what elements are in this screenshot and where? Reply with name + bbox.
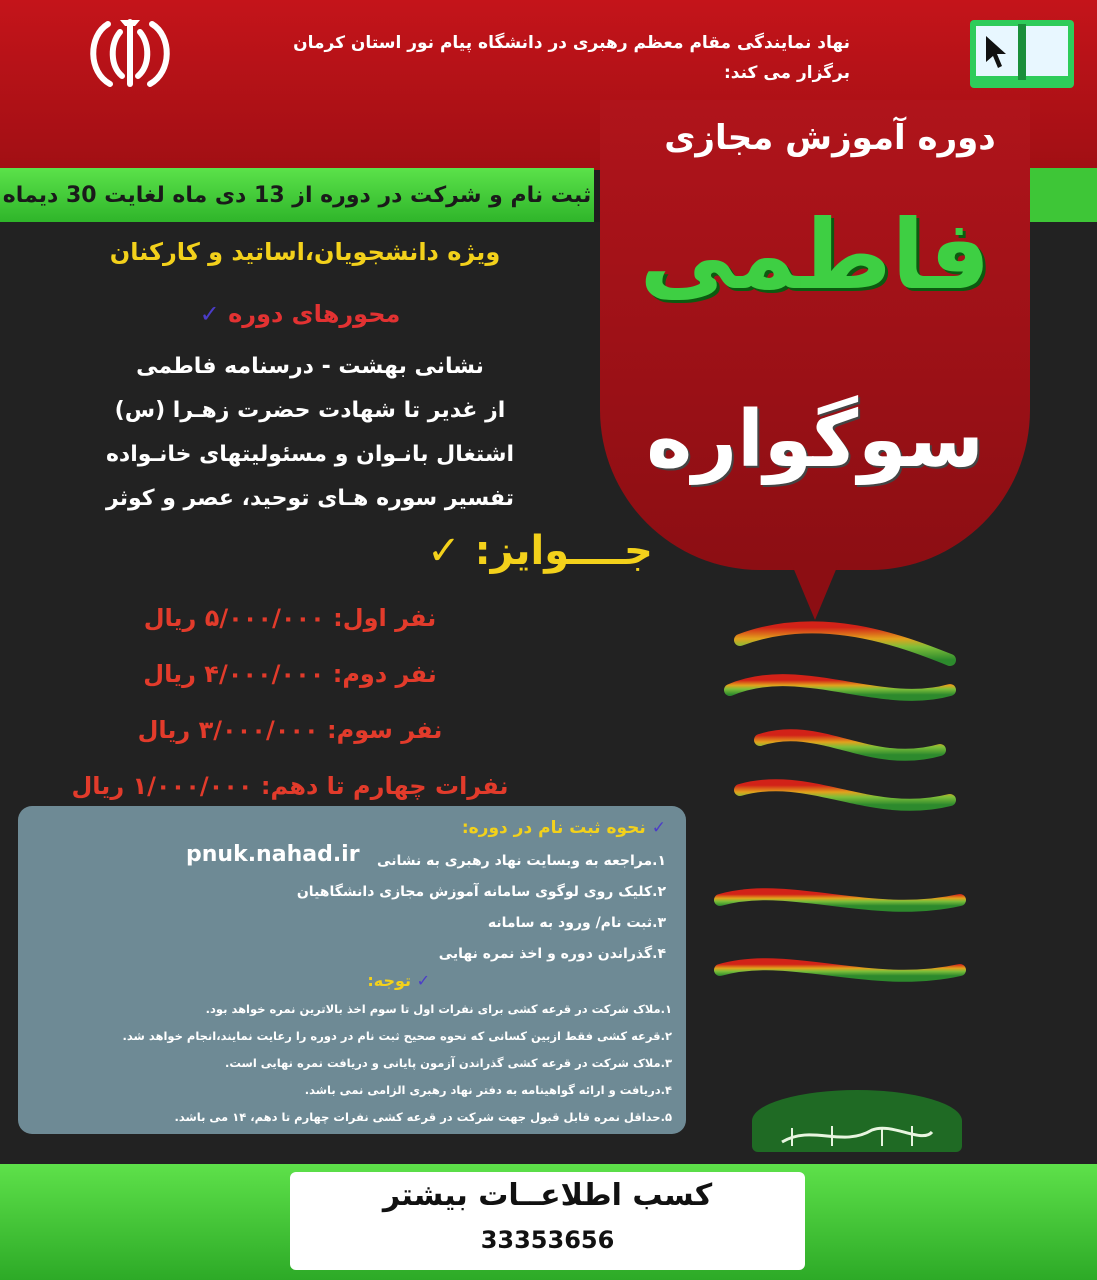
organizer-line1: نهاد نمایندگی مقام معظم رهبری در دانشگاه پیام نور استان کرمان [293,33,850,53]
phone-number[interactable]: 33353656 [480,1226,615,1254]
topics-list [30,345,590,521]
topics-heading-text: محورهای دوره [228,300,401,328]
registration-step: ۳.ثبت نام/ ورود به سامانه [487,915,666,931]
calligraphy-artwork-icon [700,600,980,1060]
check-icon: ✓ [416,971,430,990]
prize-item: نفر دوم: ۴/۰۰۰/۰۰۰ ریال [143,660,437,688]
registration-box [18,806,686,1134]
notes-list [32,996,672,1131]
audience-text: ویژه دانشجویان،اساتید و کارکنان [109,238,501,266]
prize-item: نفر سوم: ۳/۰۰۰/۰۰۰ ریال [137,716,443,744]
registration-period-text: ثبت نام و شرکت در دوره از 13 دی ماه لغایت 30 دیماه [2,182,592,208]
note-item: ۴.دریافت و ارائه گواهینامه به دفتر نهاد رهبری الزامی نمی باشد. [304,1083,672,1097]
website-url[interactable]: pnuk.nahad.ir [186,842,360,867]
organizer-line2: برگزار می کند: [723,63,850,83]
check-icon: ✓ [199,300,220,328]
title-main: فاطمی [639,199,991,311]
check-icon: ✓ [427,528,461,574]
topic-item: اشتغال بانـوان و مسئولیتهای خانـواده [105,442,515,467]
prizes-heading [380,528,700,574]
notes-heading-text: توجه: [367,971,412,990]
green-strip-edge [1030,168,1097,222]
topics-heading [120,300,480,328]
organizer-text [200,28,850,88]
prize-item: نفرات چهارم تا دهم: ۱/۰۰۰/۰۰۰ ریال [71,772,509,800]
registration-heading [462,818,666,838]
course-title: دوره آموزش مجازی [664,118,996,158]
check-icon: ✓ [651,818,666,838]
registration-step: ۴.گذراندن دوره و اخذ نمره نهایی [438,946,666,962]
calligraphy-plaque [752,1090,962,1152]
topic-item: تفسیر سوره هـای توحید، عصر و کوثر [106,486,514,511]
notes-heading [367,971,430,990]
more-info-label: کسب اطلاعــات بیشتر [382,1178,713,1213]
note-item: ۳.ملاک شرکت در قرعه کشی گذراندن آزمون پایانی و دریافت نمره نهایی است. [224,1056,672,1070]
online-course-book-icon [968,18,1076,90]
topic-item: نشانی بهشت - درسنامه فاطمی [136,354,484,379]
prizes-list [40,590,540,814]
note-item: ۵.حداقل نمره قابل قبول جهت شرکت در قرعه کشی نفرات چهارم تا دهم، ۱۴ می باشد. [174,1110,672,1124]
registration-step: ۱.مراجعه به وبسایت نهاد رهبری به نشانی [377,853,666,869]
note-item: ۱.ملاک شرکت در قرعه کشی برای نفرات اول تا سوم اخذ بالاترین نمره خواهد بود. [205,1002,672,1016]
contact-box [290,1172,805,1270]
plaque-calligraphy-icon [772,1118,942,1152]
registration-heading-text: نحوه ثبت نام در دوره: [461,818,646,838]
note-item: ۲.قرعه کشی فقط ازبین کسانی که نحوه صحیح ثبت نام در دوره را رعایت نمایند،انجام خواهد شد. [122,1029,672,1043]
title-banner [600,100,1030,570]
registration-period-strip [0,168,594,222]
registration-steps [106,846,666,970]
iran-emblem-icon [80,14,180,94]
prize-item: نفر اول: ۵/۰۰۰/۰۰۰ ریال [143,604,437,632]
registration-step: ۲.کلیک روی لوگوی سامانه آموزش مجازی دانشگاهیان [296,884,666,900]
title-sub: سوگواره [646,395,984,485]
prizes-heading-text: جــــوایز: [474,528,653,574]
topic-item: از غدیر تا شهادت حضرت زهـرا (س) [114,398,506,423]
